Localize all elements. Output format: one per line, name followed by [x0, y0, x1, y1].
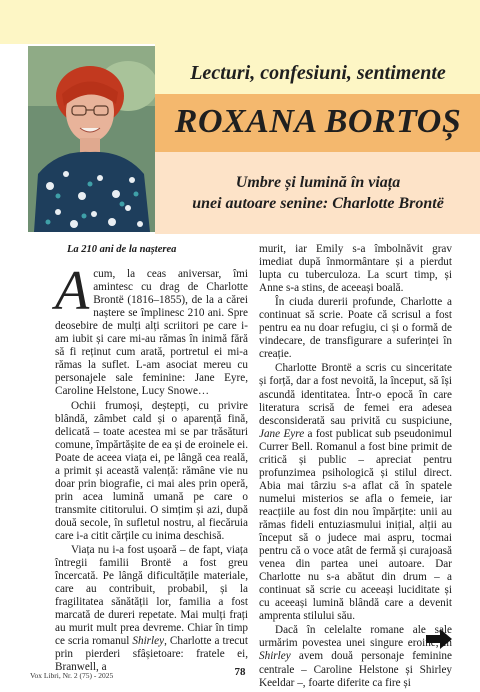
- paragraph: [55, 544, 248, 674]
- book-title: Shirley: [259, 650, 291, 663]
- paragraph-text: Charlotte Brontë a scris cu sinceritate și forță, dar a fost nevoită, la început, să își ascundă identitatea. Într-o epocă în care literatura scrisă de femei era adesea desconsiderată sau privită cu suspiciune,: [259, 362, 452, 427]
- paragraph-text: a fost publicat sub pseudonimul Currer Bell. Romanul a fost bine primit de critică și public – apreciat pentru profunzimea psihologică și stilul direct. Abia mai târziu s-a aflat că în spatele numelui misterios se afla o femeie, iar reacțiile au fost din nou împărțite: unii au rămas fideli entuziasmului inițial, alții au început să o judece mai aspru, tocmai pentru că o voce atât de fermă și curajoasă venea din partea unei autoare. Dar Charlotte nu s-a abătut din drum – a continuat să scrie cu aceeași luciditate și cu aceeași lumină blândă care a devenit amprenta stilului său.: [259, 427, 452, 623]
- article-title-line: Umbre și lumină în viața: [235, 174, 401, 191]
- paragraph: [259, 362, 452, 623]
- text-column-right: [259, 243, 452, 691]
- text-column-left: [55, 243, 248, 676]
- article-title: [162, 172, 474, 214]
- series-title: Lecturi, confesiuni, sentimente: [190, 62, 446, 84]
- author-name: ROXANA BORTOȘ: [174, 103, 462, 140]
- paragraph-text: cum, la ceas aniversar, îmi amintesc cu drag de Charlotte Brontë (1816–1855), de la a cărei naștere se împlinesc 210 ani. Spre deosebire de mulți alți scriitori pe care i-am iubit și care mi-au rămas în inimă fără să fi reținut cum arată, portretul ei mi-a rămas la suflet. L-am asociat mereu cu personajele sale feminine: Jane Eyre, Caroline Helstone, Lucy Snowe…: [55, 268, 248, 398]
- author-portrait: [28, 46, 155, 232]
- paragraph: [55, 260, 248, 398]
- paragraph: În ciuda durerii profunde, Charlotte a continuat să scrie. Poate că scrisul a fost pentru ea nu doar refugiu, ci și o formă de vindecare, de transfigurare a suferinței în creație.: [259, 296, 452, 361]
- paragraph: murit, iar Emily s-a îmbolnăvit grav imediat după înmormântare și a pierdut lupta cu tuberculoza. La scurt timp, și Anne s-a stins, de aceeași boală.: [259, 243, 452, 295]
- book-title: Shirley: [132, 635, 165, 648]
- header-banner-top: [0, 0, 480, 44]
- drop-cap: A: [55, 260, 90, 323]
- paragraph-text: , Charlotte a trecut prin pierderi sfâșietoare: fratele ei, Branwell, a: [55, 635, 248, 674]
- journal-footer: Vox Libri, Nr. 2 (75) - 2025: [30, 671, 114, 680]
- paragraph-text: Dacă în celelalte romane ale sale urmărim povestea unei singure eroine, în: [259, 624, 452, 650]
- article-subheading: La 210 ani de la nașterea: [67, 244, 177, 255]
- article-title-line: unei autoare senine: Charlotte Brontë: [192, 195, 444, 212]
- paragraph: Ochii frumoși, deștepți, cu privire blândă, zâmbet cald și o aparență fină, delicată – toate acestea mi se par trăsături comune, împărtășite de ea și de eroinele ei. Poate de aceea viața ei, pe lângă cea reală, a primit și această valență: rămâne vie nu doar prin biografie, ci mai ales prin operă, prin acea lumină umană pe care o transmite cititorului. O simțim și azi, după două secole, în sufletul nostru, al fiecăruia care i-a citit cărțile cu inima deschisă.: [55, 399, 248, 542]
- portrait-image: [28, 46, 155, 232]
- paragraph-text: avem două personaje feminine centrale – Caroline Helstone și Shirley Keeldar –, foarte diferite ca fire și: [259, 650, 452, 689]
- arrow-right-icon[interactable]: [424, 627, 454, 651]
- page-number: 78: [234, 666, 246, 678]
- paragraph-text: Viața nu i-a fost ușoară – de fapt, viața întregii familii Brontë a fost greu încercată. Pe lângă dificultățile materiale, care au contribuit, probabil, și la fragilitatea sănătății lor, familia a fost marcată de dureri repetate. Mai mulți frați au murit mult prea devreme. Chiar în timp ce scria romanul: [55, 544, 248, 648]
- book-title: Jane Eyre: [259, 427, 305, 440]
